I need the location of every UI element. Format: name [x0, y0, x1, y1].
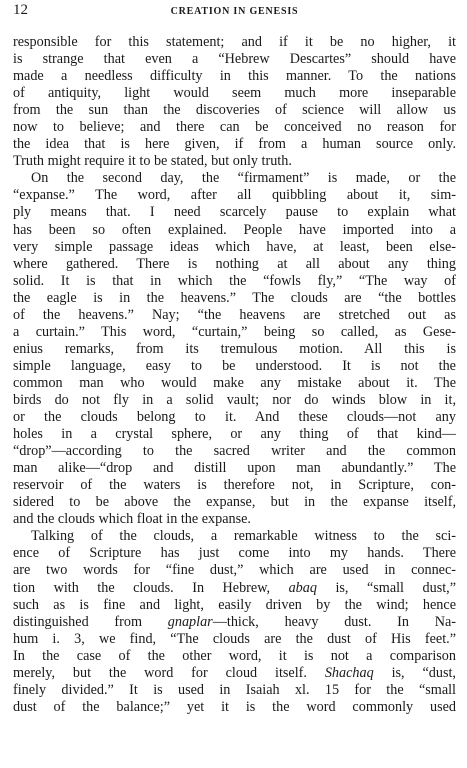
text-line: “drop”—according to the sacred writer and the common — [13, 443, 456, 460]
text-line: On the second day, the “firmament” is made, or the — [31, 170, 456, 187]
page-number: 12 — [13, 2, 28, 18]
text-line: has been so often explained. People have imported into a — [13, 221, 456, 238]
text-line: birds do not fly in a solid vault; nor do winds blow in it, — [13, 391, 456, 408]
text-line: Talking of the clouds, a remarkable witness to the sci- — [31, 528, 456, 545]
text-line: distinguished from gnaplar—thick, heavy dust. In Na- — [13, 613, 456, 630]
text-line: man alike—“drop and distill upon man abundantly.” The — [13, 460, 456, 477]
text-line: enius remarks, from its tremulous motion. All this is — [13, 340, 456, 357]
book-page — [13, 2, 456, 716]
text-line: merely, but the word for cloud itself. Shachaq is, “dust, — [13, 664, 456, 681]
text-line: made a needless difficulty in this manner. To the nations — [13, 68, 456, 85]
text-line: finely divided.” It is used in Isaiah xl. 15 for the “small — [13, 681, 456, 698]
text-line: from the sun than the discoveries of science will allow us — [13, 102, 456, 119]
paragraph-3 — [13, 528, 456, 716]
text-line: common man who would make any mistake about it. The — [13, 374, 456, 391]
text-line: the idea that is here given, if from a human source only. — [13, 136, 456, 153]
text-line: holes in a crystal sphere, or any thing of that kind— — [13, 426, 456, 443]
text-line: Truth might require it to be stated, but only truth. — [13, 153, 292, 170]
text-line: now to believe; and there can be conceived no reason for — [13, 119, 456, 136]
running-head — [13, 2, 456, 24]
text-line: tion with the clouds. In Hebrew, abaq is, “small dust,” — [13, 579, 456, 596]
text-line: are two words for “fine dust,” which are used in connec- — [13, 562, 456, 579]
text-line: In the case of the other word, it is not a comparison — [13, 647, 456, 664]
text-line: reservoir of the waters is therefore not, in Scripture, con- — [13, 477, 456, 494]
text-line: or the clouds belong to it. And these clouds—not any — [13, 409, 456, 426]
text-line: where gathered. There is nothing at all about any thing — [13, 255, 456, 272]
text-line: and the clouds which float in the expanse. — [13, 511, 251, 528]
text-line: a curtain.” This word, “curtain,” being so called, as Gese- — [13, 323, 456, 340]
text-line: such as is fine and light, easily driven by the wind; hence — [13, 596, 456, 613]
text-line: very simple passage ideas which have, at least, been else- — [13, 238, 456, 255]
text-line: ence of Scripture has just come into my hands. There — [13, 545, 456, 562]
text-line: solid. It is that in which the “fowls fly,” “The way of — [13, 272, 456, 289]
text-line: is strange that even a “Hebrew Descartes” should have — [13, 51, 456, 68]
text-line: simple language, easy to be understood. It is not the — [13, 357, 456, 374]
running-title: CREATION IN GENESIS — [170, 6, 299, 17]
text-line: “expanse.” The word, after all quibbling about it, sim- — [13, 187, 456, 204]
text-line: ply means that. I need scarcely pause to explain what — [13, 204, 456, 221]
text-line: responsible for this statement; and if it be no higher, it — [13, 34, 456, 50]
text-line: dust of the balance;” yet it is the word commonly used — [13, 698, 456, 715]
paragraph-2 — [13, 170, 456, 528]
text-line: sidered to be above the expanse, but in the expanse itself, — [13, 494, 456, 511]
paragraph-1 — [13, 34, 456, 170]
text-line: hum i. 3, we find, “The clouds are the dust of His feet.” — [13, 630, 456, 647]
text-line: the eagle is in the heavens.” The clouds are “the bottles — [13, 289, 456, 306]
text-line: of the heavens.” Nay; “the heavens are stretched out as — [13, 306, 456, 323]
text-line: of antiquity, light would seem much more inseparable — [13, 85, 456, 102]
body-text — [13, 34, 456, 716]
